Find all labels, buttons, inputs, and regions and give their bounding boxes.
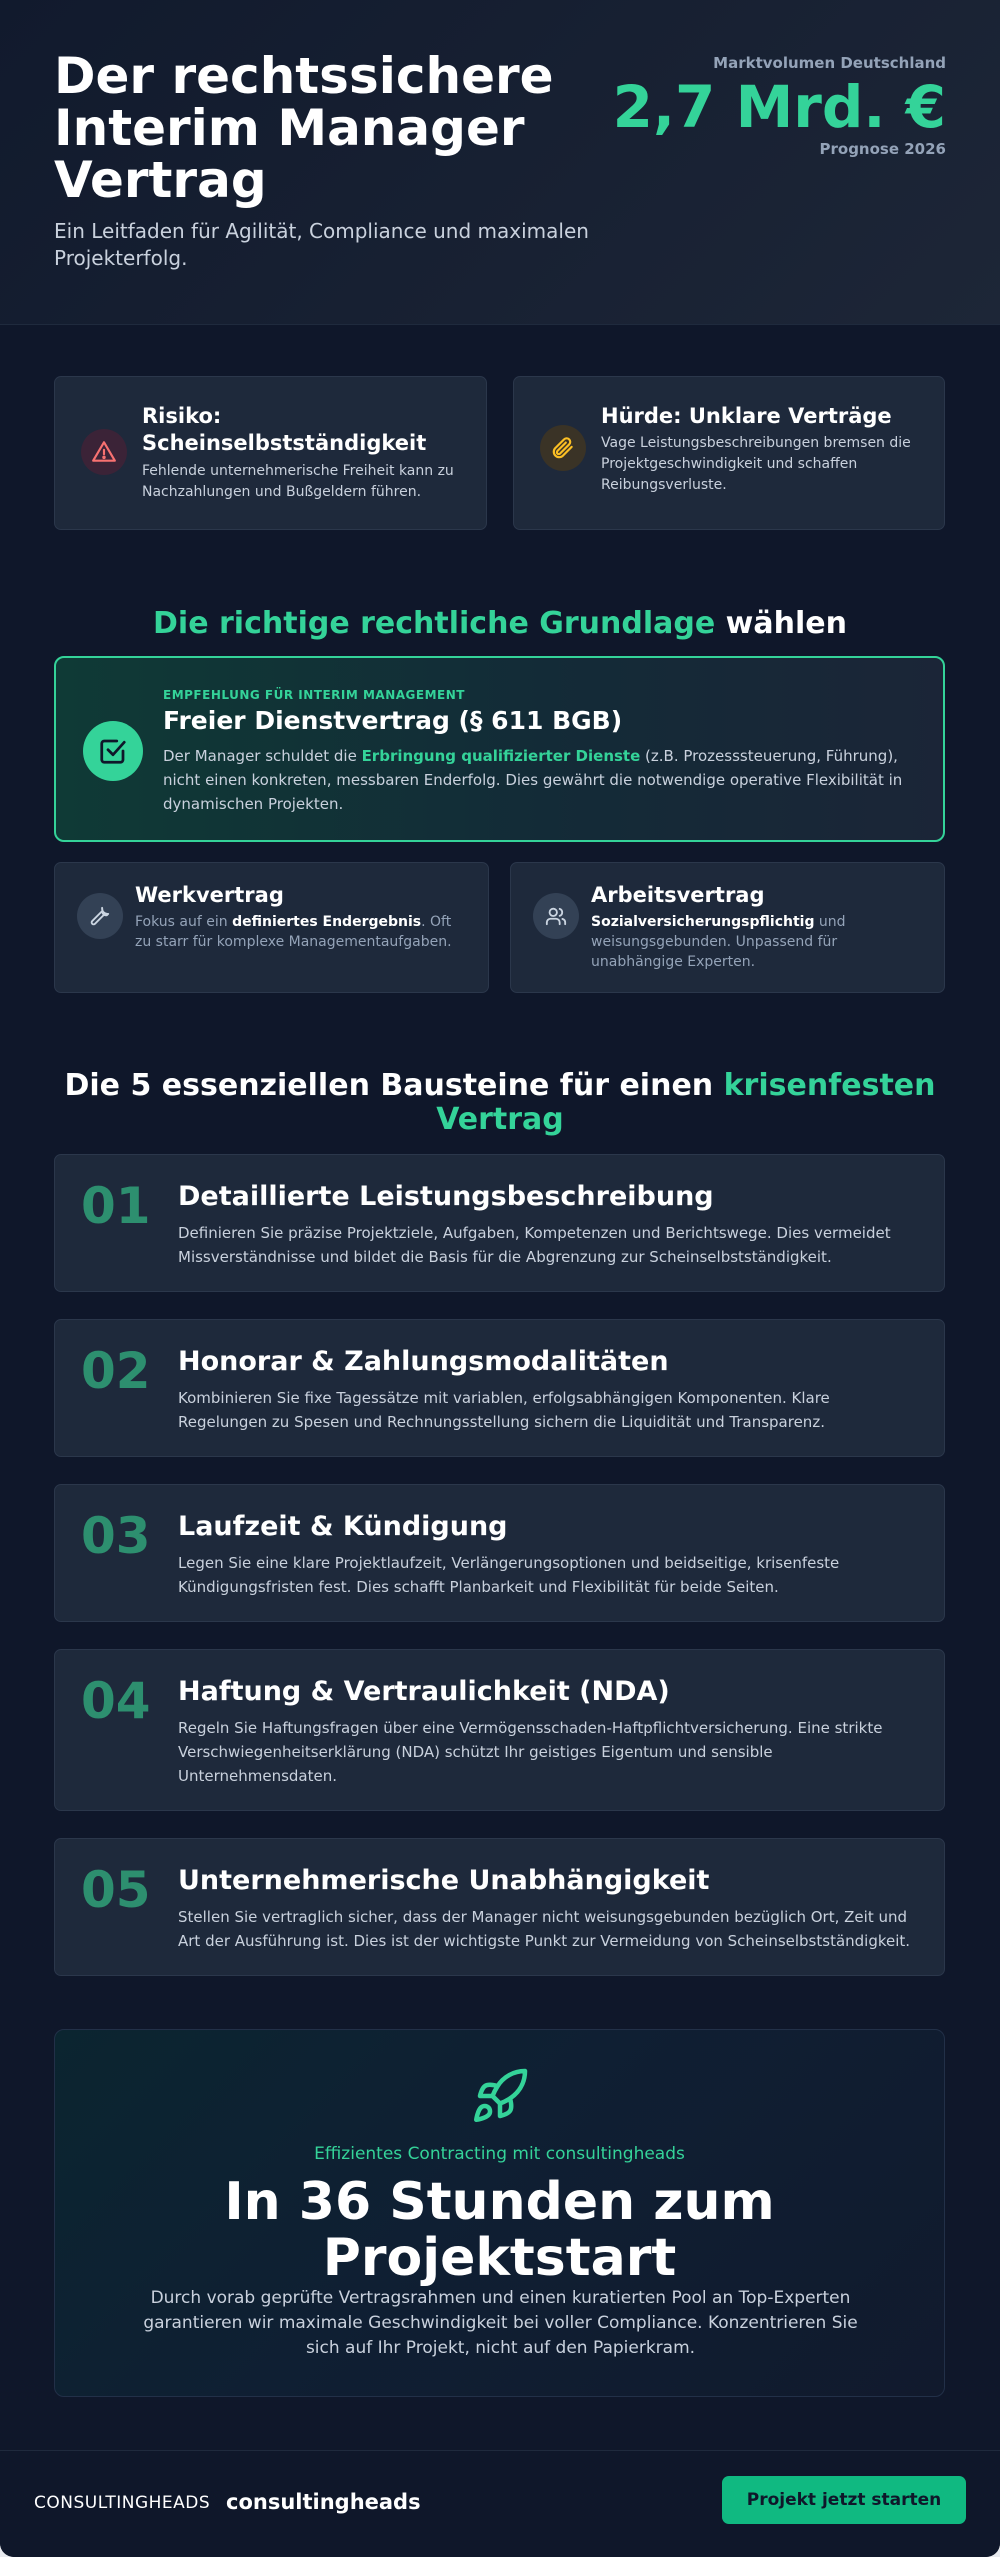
block-number: 01	[81, 1177, 151, 1235]
rocket-icon	[470, 2066, 530, 2126]
alternative-text-bold: definiertes Endergebnis	[232, 914, 422, 930]
recommendation-title: Freier Dienstvertrag (§ 611 BGB)	[163, 706, 623, 735]
block-number: 03	[81, 1507, 151, 1565]
logo-text: CONSULTINGHEADS	[34, 2493, 211, 2513]
blocks-title-accent: krisenfesten Vertrag	[436, 1067, 936, 1137]
building-block-2	[54, 1319, 945, 1457]
wrench-icon	[77, 893, 123, 939]
block-text: Definieren Sie präzise Projektziele, Aufgaben, Kompetenzen und Berichtswege. Dies vermeidet Missverständnisse und bildet die Basis für die Abgrenzung zur Scheinselbstständigkeit.	[178, 1224, 891, 1266]
cta-title: In 36 Stunden zum Projektstart	[224, 2172, 775, 2288]
alternative-text-part: und weisungsgebunden. Unpassend für unabhängige Experten.	[591, 914, 846, 970]
block-number: 02	[81, 1342, 151, 1400]
block-number: 05	[81, 1861, 151, 1919]
market-stat-note: Prognose 2026	[819, 140, 946, 158]
brand-name: consultingheads	[226, 2490, 421, 2514]
basis-title-accent: Die richtige rechtliche Grundlage	[153, 605, 716, 641]
block-title: Detaillierte Leistungsbeschreibung	[178, 1181, 714, 1212]
recommendation-kicker: EMPFEHLUNG FÜR INTERIM MANAGEMENT	[163, 688, 465, 702]
footer	[0, 2450, 1000, 2557]
recommendation-highlight: Erbringung qualifizierter Dienste	[361, 747, 641, 765]
block-text: Stellen Sie vertraglich sicher, dass der Manager nicht weisungsgebunden bezüglich Ort, Zeit und Art der Ausführung ist. Dies ist der wichtigste Punkt zur Vermeidung von Scheinselbstständigkeit.	[178, 1908, 911, 1950]
blocks-section-title	[0, 1069, 1000, 1137]
building-block-1	[54, 1154, 945, 1292]
building-block-5	[54, 1838, 945, 1976]
page-subtitle: Ein Leitfaden für Agilität, Compliance und maximalen Projekterfolg.	[54, 219, 589, 270]
company-logo[interactable]	[34, 2493, 210, 2513]
block-title: Haftung & Vertraulichkeit (NDA)	[178, 1676, 670, 1707]
users-icon	[533, 893, 579, 939]
block-text: Kombinieren Sie fixe Tagessätze mit variablen, erfolgsabhängigen Komponenten. Klare Regelungen zu Spesen und Rechnungsstellung sichern die Liquidität und Transparenz.	[178, 1389, 830, 1431]
market-stat-value: 2,7 Mrd. €	[612, 73, 946, 141]
block-title: Unternehmerische Unabhängigkeit	[178, 1865, 710, 1896]
risk-text: Vage Leistungsbeschreibungen bremsen die Projektgeschwindigkeit und schaffen Reibungsverluste.	[601, 435, 911, 493]
risk-card-unklare-vertraege	[513, 376, 945, 530]
risk-cards	[54, 376, 945, 530]
block-title: Honorar & Zahlungsmodalitäten	[178, 1346, 669, 1377]
hero-header	[0, 0, 1000, 325]
check-square-icon	[83, 721, 143, 781]
basis-section-title	[0, 607, 1000, 641]
block-title: Laufzeit & Kündigung	[178, 1511, 508, 1542]
risk-title: Hürde: Unklare Verträge	[601, 404, 892, 428]
risk-title: Risiko: Scheinselbstständigkeit	[142, 404, 427, 455]
basis-title-rest: wählen	[725, 605, 847, 641]
page-title: Der rechtssichere Interim Manager Vertrag	[54, 47, 554, 209]
building-block-4	[54, 1649, 945, 1811]
blocks-title-lead: Die 5 essenziellen Bausteine für einen	[64, 1067, 714, 1103]
alternative-title: Werkvertrag	[135, 883, 284, 907]
cta-kicker: Effizientes Contracting mit consultingheads	[314, 2144, 685, 2164]
start-project-button[interactable]: Projekt jetzt starten	[722, 2476, 966, 2524]
cta-section	[54, 2029, 945, 2397]
alternative-text-part: . Oft zu starr für komplexe Managementaufgaben.	[135, 914, 452, 950]
recommendation-text-part: Der Manager schuldet die	[163, 747, 362, 765]
alternative-card-werkvertrag	[54, 862, 489, 993]
risk-text: Fehlende unternehmerische Freiheit kann zu Nachzahlungen und Bußgeldern führen.	[142, 463, 454, 500]
market-stat-label: Marktvolumen Deutschland	[713, 54, 946, 72]
recommendation-text	[163, 744, 923, 816]
alternative-text	[135, 912, 470, 952]
block-text: Regeln Sie Haftungsfragen über eine Vermögensschaden-Haftpflichtversicherung. Eine strikte Verschwiegenheitserklärung (NDA) schützt Ihr geistiges Eigentum und sensible Unternehmensdaten.	[178, 1719, 883, 1785]
block-number: 04	[81, 1672, 151, 1730]
building-block-3	[54, 1484, 945, 1622]
alternative-title: Arbeitsvertrag	[591, 883, 765, 907]
alternative-text-part: Fokus auf ein	[135, 914, 233, 930]
risk-card-scheinselbststaendigkeit	[54, 376, 487, 530]
paperclip-icon	[540, 425, 586, 471]
recommendation-card	[54, 656, 945, 842]
alternative-text	[591, 912, 926, 972]
block-text: Legen Sie eine klare Projektlaufzeit, Verlängerungsoptionen und beidseitige, krisenfeste Kündigungsfristen fest. Dies schafft Planbarkeit und Flexibilität für beide Seiten.	[178, 1554, 840, 1596]
alternative-text-bold: Sozialversicherungspflichtig	[591, 914, 815, 930]
alternative-card-arbeitsvertrag	[510, 862, 945, 993]
recommendation-text-part: (z.B. Prozesssteuerung, Führung), nicht einen konkreten, messbaren Enderfolg. Dies gewährt die notwendige operative Flexibilität in dynamischen Projekten.	[163, 747, 903, 813]
market-stat	[613, 54, 946, 158]
warning-icon	[81, 429, 127, 475]
cta-text: Durch vorab geprüfte Vertragsrahmen und einen kuratierten Pool an Top-Experten garantieren wir maximale Geschwindigkeit bei voller Compliance. Konzentrieren Sie sich auf Ihr Projekt, nicht auf den Papierkram.	[143, 2288, 858, 2358]
